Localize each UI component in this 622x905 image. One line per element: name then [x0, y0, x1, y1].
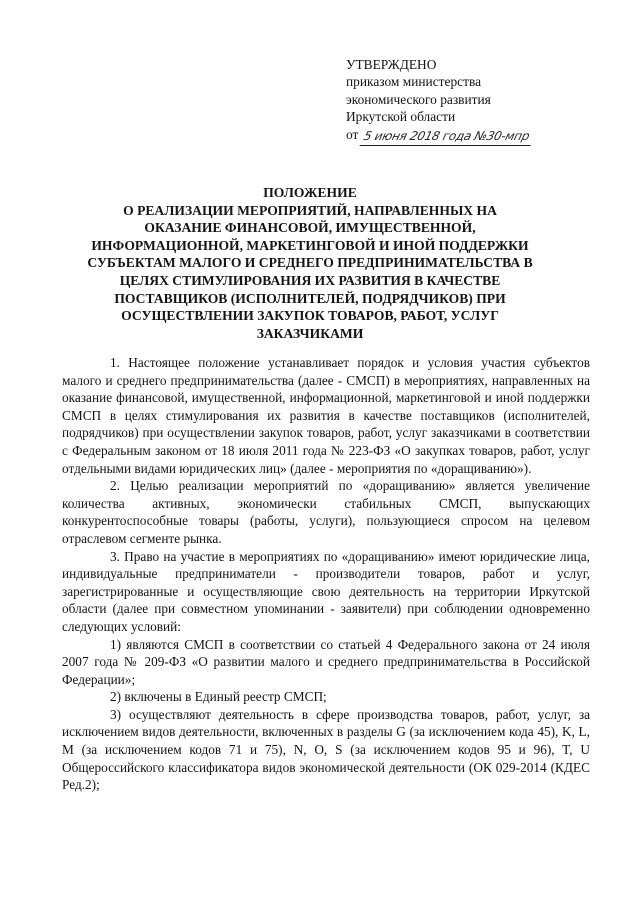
title-line: ОСУЩЕСТВЛЕНИИ ЗАКУПОК ТОВАРОВ, РАБОТ, УСЛУГ [121, 308, 499, 324]
document-title [60, 184, 560, 342]
document-body [62, 354, 590, 794]
approval-line-ministry: экономического развития [346, 91, 491, 107]
condition-item-2: 2) включены в Единый реестр СМСП; [110, 689, 327, 705]
title-line: ОКАЗАНИЕ ФИНАНСОВОЙ, ИМУЩЕСТВЕННОЙ, [144, 220, 476, 236]
approval-heading: УТВЕРЖДЕНО [346, 57, 437, 72]
approval-line-order: приказом министерства [346, 74, 482, 90]
approval-line-region: Иркутской области [346, 109, 456, 125]
title-line: СУБЪЕКТАМ МАЛОГО И СРЕДНЕГО ПРЕДПРИНИМАТЕЛЬСТВА В [87, 255, 533, 271]
condition-item-1: 1) являются СМСП в соответствии со статьей 4 Федерального закона от 24 июля 2007 года № 209-ФЗ «О развитии малого и среднего предпринимательства в Российской Федерации»; [62, 636, 590, 687]
approval-from-label: от [346, 126, 359, 142]
approval-date-line [346, 126, 606, 145]
title-line: ПОСТАВЩИКОВ (ИСПОЛНИТЕЛЕЙ, ПОДРЯДЧИКОВ) ПРИ [114, 290, 506, 306]
title-line: ПОЛОЖЕНИЕ [263, 185, 357, 200]
handwritten-date-signature: 5 июня 2018 года №30-мпр [360, 128, 536, 146]
title-line: ЦЕЛЯХ СТИМУЛИРОВАНИЯ ИХ РАЗВИТИЯ В КАЧЕСТВЕ [119, 272, 501, 288]
title-line: ИНФОРМАЦИОННОЙ, МАРКЕТИНГОВОЙ И ИНОЙ ПОДДЕРЖКИ [91, 237, 529, 253]
condition-item-3: 3) осуществляют деятельность в сфере производства товаров, работ, услуг, за исключением видов деятельности, включенных в разделы G (за исключением кода 45), K, L, M (за исключением кодов 71 и 75), N, O, S (за исключением кодов 95 и 96), T, U Общероссийского классификатора видов экономической деятельности (ОК 029-2014 (КДЕС Ред.2); [62, 706, 590, 793]
approval-block [346, 56, 606, 145]
title-line: ЗАКАЗЧИКАМИ [256, 325, 364, 341]
paragraph-2: 2. Целью реализации мероприятий по «доращиванию» является увеличение количества активных, экономически стабильных СМСП, выпускающих конкурентоспособные товары (работы, услуги), пользующиеся спросом на целевом отраслевом сегменте рынка. [62, 478, 590, 546]
title-line: О РЕАЛИЗАЦИИ МЕРОПРИЯТИЙ, НАПРАВЛЕННЫХ НА [123, 202, 497, 218]
paragraph-3: 3. Право на участие в мероприятиях по «доращиванию» имеют юридические лица, индивидуальные предприниматели - производители товаров, работ и услуг, зарегистрированные и осуществляющие свою деятельность на территории Иркутской области (далее при совместном упоминании - заявители) при соблюдении одновременно следующих условий: [62, 548, 590, 634]
paragraph-1: 1. Настоящее положение устанавливает порядок и условия участия субъектов малого и среднего предпринимательства (далее - СМСП) в мероприятиях, направленных на оказание финансовой, имущественной, информационной, маркетинговой и иной поддержки СМСП в целях стимулирования их развития в качестве поставщиков (исполнителей, подрядчиков) при осуществлении закупок товаров, работ, услуг заказчиками в соответствии с Федеральным законом от 18 июля 2011 года № 223-ФЗ «О закупках товаров, работ, услуг отдельными видами юридических лиц» (далее - мероприятия по «доращиванию»). [62, 355, 590, 476]
